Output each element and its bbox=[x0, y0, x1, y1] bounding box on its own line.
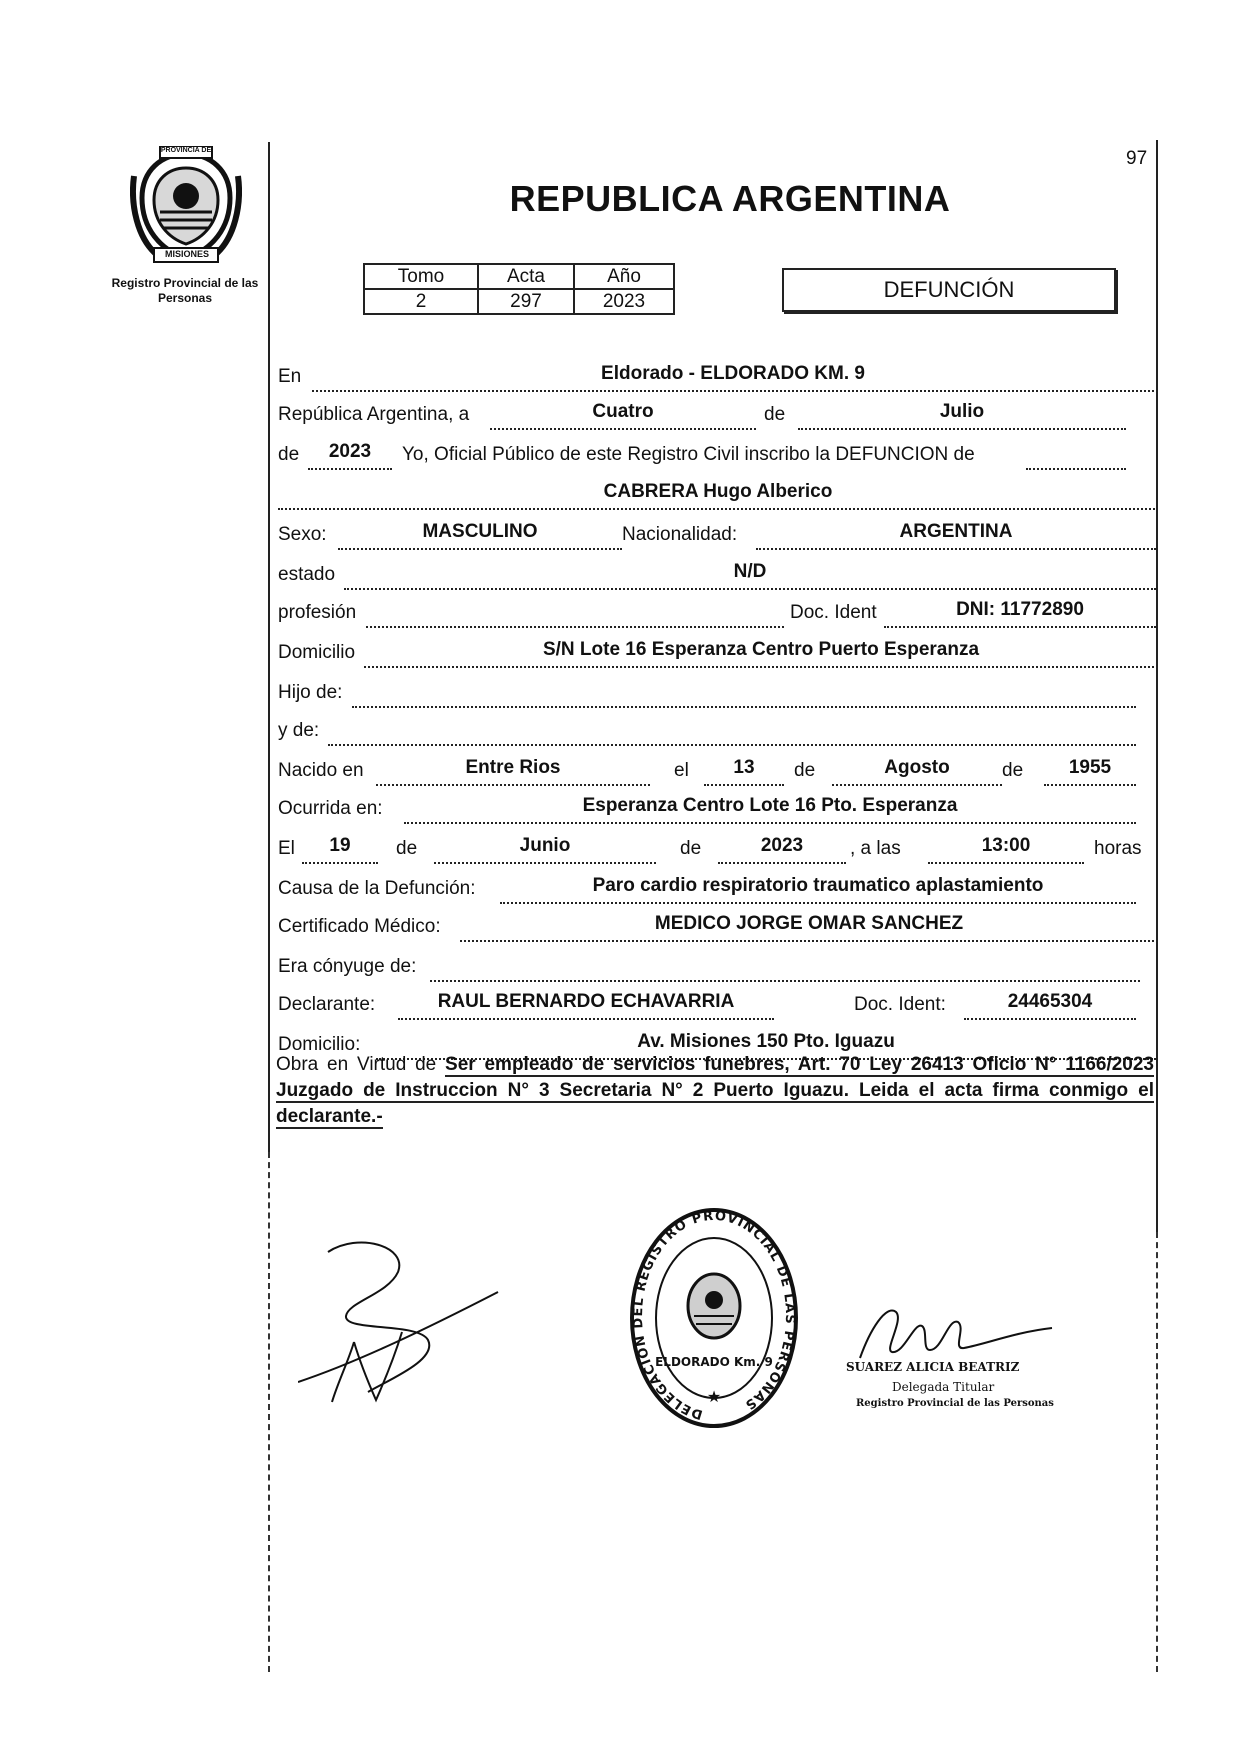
declarant-signature bbox=[298, 1232, 508, 1412]
field-cause: Paro cardio respiratorio traumatico aplastamiento bbox=[500, 876, 1136, 904]
field-declarant-address: Av. Misiones 150 Pto. Iguazu bbox=[376, 1032, 1156, 1060]
document-type-box: DEFUNCIÓN bbox=[782, 268, 1116, 312]
label-doc-ident: Doc. Ident bbox=[790, 602, 877, 623]
label-hijo-de: Hijo de: bbox=[278, 682, 343, 703]
row-estado bbox=[278, 560, 1156, 590]
stamp-shield-icon bbox=[688, 1274, 740, 1338]
label-el: el bbox=[674, 760, 689, 781]
row-profession bbox=[278, 598, 1156, 628]
row-birth bbox=[278, 756, 1136, 786]
field-death-year: 2023 bbox=[718, 836, 846, 864]
field-civil-status: N/D bbox=[344, 562, 1156, 590]
label-en: En bbox=[278, 366, 302, 387]
row-father bbox=[278, 678, 1136, 708]
by-virtue-paragraph bbox=[276, 1052, 1154, 1130]
field-declarant: RAUL BERNARDO ECHAVARRIA bbox=[398, 992, 774, 1020]
label-yo-text: Yo, Oficial Público de este Registro Civil inscribo la DEFUNCION de bbox=[402, 444, 975, 465]
left-margin-dashes bbox=[268, 1152, 270, 1672]
label-profesion: profesión bbox=[278, 602, 357, 623]
field-birth-year: 1955 bbox=[1044, 758, 1136, 786]
label-estado: estado bbox=[278, 564, 336, 585]
row-deceased bbox=[278, 480, 1158, 510]
label-de-year: de bbox=[278, 444, 300, 465]
official-role: Delegada Titular bbox=[892, 1380, 995, 1394]
label-de-birth-year: de bbox=[1002, 760, 1024, 781]
logo-bottom-text: MISIONES bbox=[164, 249, 209, 259]
row-date bbox=[278, 400, 1156, 430]
label-causa: Causa de la Defunción: bbox=[278, 878, 476, 899]
field-death-time: 13:00 bbox=[928, 836, 1084, 864]
field-declarant-doc: 24465304 bbox=[964, 992, 1136, 1020]
row-mother bbox=[278, 716, 1136, 746]
field-deceased-name: CABRERA Hugo Alberico bbox=[278, 482, 1158, 510]
label-domicilio-declarant: Domicilio: bbox=[278, 1034, 361, 1055]
field-profession bbox=[366, 600, 784, 628]
row-death-date bbox=[278, 834, 1156, 864]
field-spouse bbox=[430, 954, 1140, 982]
label-de: de bbox=[764, 404, 786, 425]
label-obra-en-virtud: Obra en Virtud de bbox=[276, 1054, 437, 1075]
row-spouse bbox=[278, 952, 1140, 982]
label-ocurrida-en: Ocurrida en: bbox=[278, 798, 383, 819]
row-cause bbox=[278, 874, 1136, 904]
field-nationality: ARGENTINA bbox=[756, 522, 1156, 550]
field-birth-day: 13 bbox=[704, 758, 784, 786]
stamp-star-icon: ★ bbox=[706, 1387, 722, 1406]
right-margin-dashes bbox=[1156, 1232, 1158, 1672]
right-margin-line bbox=[1156, 140, 1158, 1232]
coat-of-arms-misiones-icon bbox=[130, 146, 242, 266]
label-sexo: Sexo: bbox=[278, 524, 327, 545]
label-horas: horas bbox=[1094, 838, 1142, 859]
field-by-virtue-of: Ser empleado de servicios funebres, Art. 70 Ley 26413 Oficio N° 1166/2023 Juzgado de Instruccion N° 3 Secretaria N° 2 Puerto Iguazu. Leida el acta firma conmigo el declarante.- bbox=[276, 1054, 1155, 1127]
label-de-birth-month: de bbox=[794, 760, 816, 781]
row-address bbox=[278, 638, 1158, 668]
anio-value: 2023 bbox=[574, 289, 674, 314]
label-de-death-year: de bbox=[680, 838, 702, 859]
field-father bbox=[352, 680, 1136, 708]
field-doc-ident: DNI: 11772890 bbox=[884, 600, 1156, 628]
row-place bbox=[278, 362, 1156, 392]
label-nacido-en: Nacido en bbox=[278, 760, 364, 781]
label-conyuge: Era cónyuge de: bbox=[278, 956, 417, 977]
official-office: Registro Provincial de las Personas bbox=[856, 1398, 1054, 1409]
page-title: REPUBLICA ARGENTINA bbox=[509, 178, 951, 219]
label-a-las: , a las bbox=[850, 838, 901, 859]
field-address: S/N Lote 16 Esperanza Centro Puerto Esperanza bbox=[364, 640, 1158, 668]
field-blank-yo bbox=[1026, 442, 1126, 470]
field-death-place: Esperanza Centro Lote 16 Pto. Esperanza bbox=[404, 796, 1136, 824]
official-signature bbox=[856, 1300, 1056, 1362]
logo-top-text: PROVINCIA DE bbox=[160, 147, 212, 154]
label-declarante: Declarante: bbox=[278, 994, 376, 1015]
row-year bbox=[278, 440, 1156, 470]
field-month: Julio bbox=[798, 402, 1126, 430]
acta-header: Acta bbox=[478, 264, 574, 289]
label-el-cap: El bbox=[278, 838, 295, 859]
row-certificate bbox=[278, 912, 1158, 942]
stamp-ring-text: DELEGACIÓN DEL REGISTRO PROVINCIAL DE LAS PERSONAS bbox=[630, 1208, 798, 1422]
anio-header: Año bbox=[574, 264, 674, 289]
label-domicilio: Domicilio bbox=[278, 642, 356, 663]
left-margin-line bbox=[268, 142, 270, 1152]
field-death-month: Junio bbox=[434, 836, 656, 864]
label-republica: República Argentina, a bbox=[278, 404, 470, 425]
official-name: SUAREZ ALICIA BEATRIZ bbox=[846, 1360, 1020, 1374]
tomo-header: Tomo bbox=[364, 264, 478, 289]
acta-value: 297 bbox=[478, 289, 574, 314]
registry-stamp bbox=[628, 1206, 800, 1434]
page-number: 97 bbox=[1126, 148, 1148, 169]
label-de-death-month: de bbox=[396, 838, 418, 859]
field-year: 2023 bbox=[308, 442, 392, 470]
field-place: Eldorado - ELDORADO KM. 9 bbox=[312, 364, 1154, 392]
volume-table bbox=[363, 263, 675, 315]
label-nacionalidad: Nacionalidad: bbox=[622, 524, 738, 545]
field-day-words: Cuatro bbox=[490, 402, 756, 430]
field-sex: MASCULINO bbox=[338, 522, 622, 550]
field-mother bbox=[328, 718, 1136, 746]
stamp-inner-text: ELDORADO Km. 9 bbox=[655, 1355, 773, 1369]
label-certificado: Certificado Médico: bbox=[278, 916, 441, 937]
field-medical-certificate: MEDICO JORGE OMAR SANCHEZ bbox=[460, 914, 1158, 942]
label-y-de: y de: bbox=[278, 720, 320, 741]
field-death-day: 19 bbox=[302, 836, 378, 864]
row-declarant bbox=[278, 990, 1136, 1020]
field-birth-month: Agosto bbox=[832, 758, 1002, 786]
row-death-place bbox=[278, 794, 1136, 824]
registry-name: Registro Provincial de las Personas bbox=[111, 276, 259, 305]
field-birth-place: Entre Rios bbox=[376, 758, 650, 786]
tomo-value: 2 bbox=[364, 289, 478, 314]
label-doc-ident-declarant: Doc. Ident: bbox=[854, 994, 946, 1015]
row-sex bbox=[278, 520, 1156, 550]
